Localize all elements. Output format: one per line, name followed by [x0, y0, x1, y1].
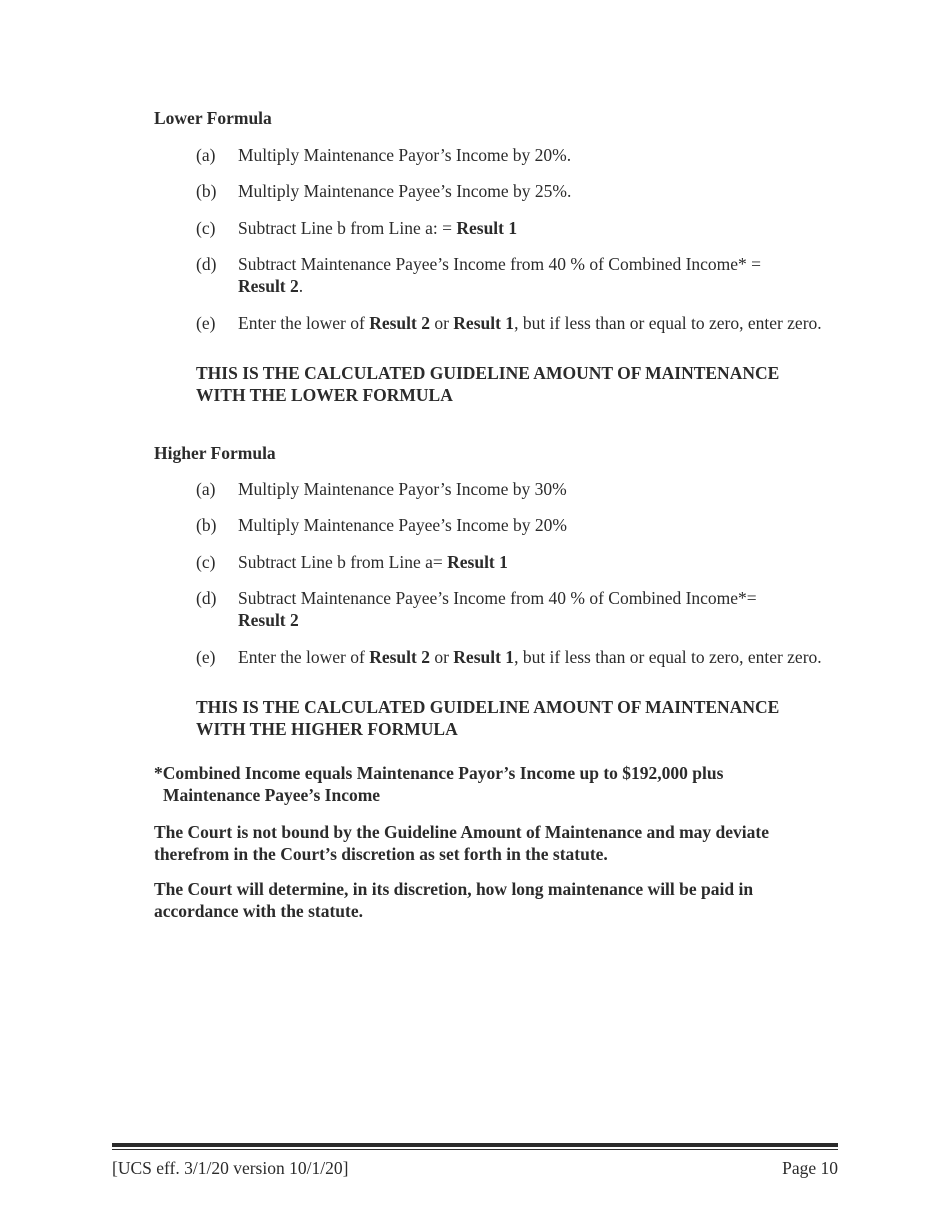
lower-item-e-post: , but if less than or equal to zero, enter zero. [514, 313, 822, 333]
lower-item-e-pre: Enter the lower of [238, 313, 370, 333]
higher-item-e-result1: Result 1 [453, 647, 515, 667]
lower-item-d-pre: Subtract Maintenance Payee’s Income from 40 % of Combined Income* = [238, 254, 762, 274]
higher-item-d-letter: (d) [196, 588, 217, 608]
higher-item-e-letter: (e) [196, 647, 216, 667]
lower-item-c-pre: Subtract Line b from Line a: = [238, 218, 457, 238]
lower-item-e-result2: Result 2 [369, 313, 430, 333]
lower-item-e-text [238, 312, 878, 334]
lower-callout-line2: WITH THE LOWER FORMULA [196, 385, 453, 405]
higher-item-c-result: Result 1 [447, 552, 508, 572]
higher-item-c-letter: (c) [196, 552, 216, 572]
higher-item-a-letter: (a) [196, 479, 216, 499]
lower-item-d-result: Result 2 [238, 276, 299, 296]
lower-item-c-result: Result 1 [456, 218, 518, 238]
combined-income-note-line2: Maintenance Payee’s Income [163, 785, 381, 805]
higher-item-e-pre: Enter the lower of [238, 647, 370, 667]
lower-item-c-text [238, 217, 838, 239]
higher-item-e-text [238, 646, 878, 668]
court-duration-line2: accordance with the statute. [154, 901, 363, 921]
higher-item-e-mid: or [429, 647, 454, 667]
higher-formula-heading: Higher Formula [154, 443, 276, 463]
lower-item-e-mid: or [429, 313, 454, 333]
lower-item-d-letter: (d) [196, 254, 217, 274]
footer-rule-thin [112, 1149, 838, 1150]
higher-item-a-text: Multiply Maintenance Payor’s Income by 30% [238, 479, 567, 499]
court-not-bound-line2: therefrom in the Court’s discretion as set forth in the statute. [154, 844, 608, 864]
higher-item-d-result: Result 2 [238, 610, 299, 630]
lower-item-c-letter: (c) [196, 218, 216, 238]
higher-item-e-result2: Result 2 [369, 647, 430, 667]
lower-item-b-letter: (b) [196, 181, 217, 201]
higher-callout-line1: THIS IS THE CALCULATED GUIDELINE AMOUNT OF MAINTENANCE [196, 697, 780, 717]
higher-item-d-pre: Subtract Maintenance Payee’s Income from 40 % of Combined Income*= [238, 588, 757, 608]
higher-item-b-letter: (b) [196, 515, 217, 535]
lower-item-b-text: Multiply Maintenance Payee’s Income by 25%. [238, 181, 572, 201]
higher-callout [196, 696, 846, 740]
court-duration-note [154, 878, 854, 922]
court-not-bound-line1: The Court is not bound by the Guideline Amount of Maintenance and may deviate [154, 822, 769, 842]
lower-item-d-text [238, 253, 808, 297]
court-duration-line1: The Court will determine, in its discretion, how long maintenance will be paid in [154, 879, 754, 899]
lower-callout [196, 362, 846, 406]
higher-item-b-text: Multiply Maintenance Payee’s Income by 20% [238, 515, 568, 535]
footer-page-number: Page 10 [782, 1158, 838, 1178]
higher-callout-line2: WITH THE HIGHER FORMULA [196, 719, 458, 739]
footer-rule-thick [112, 1143, 838, 1147]
court-not-bound-note [154, 821, 854, 865]
higher-item-e-post: , but if less than or equal to zero, enter zero. [514, 647, 822, 667]
higher-item-c-pre: Subtract Line b from Line a= [238, 552, 448, 572]
footer-version: [UCS eff. 3/1/20 version 10/1/20] [112, 1158, 349, 1178]
lower-item-e-letter: (e) [196, 313, 216, 333]
combined-income-note-line1: *Combined Income equals Maintenance Payor’s Income up to $192,000 plus [154, 763, 724, 783]
lower-item-a-letter: (a) [196, 145, 216, 165]
lower-item-a-text: Multiply Maintenance Payor’s Income by 20%. [238, 145, 572, 165]
lower-formula-heading: Lower Formula [154, 108, 272, 128]
higher-item-c-text [238, 551, 838, 573]
higher-item-d-text [238, 587, 808, 631]
lower-item-e-result1: Result 1 [453, 313, 515, 333]
lower-callout-line1: THIS IS THE CALCULATED GUIDELINE AMOUNT OF MAINTENANCE [196, 363, 780, 383]
lower-item-d-post: . [298, 276, 304, 296]
combined-income-note [154, 762, 854, 806]
